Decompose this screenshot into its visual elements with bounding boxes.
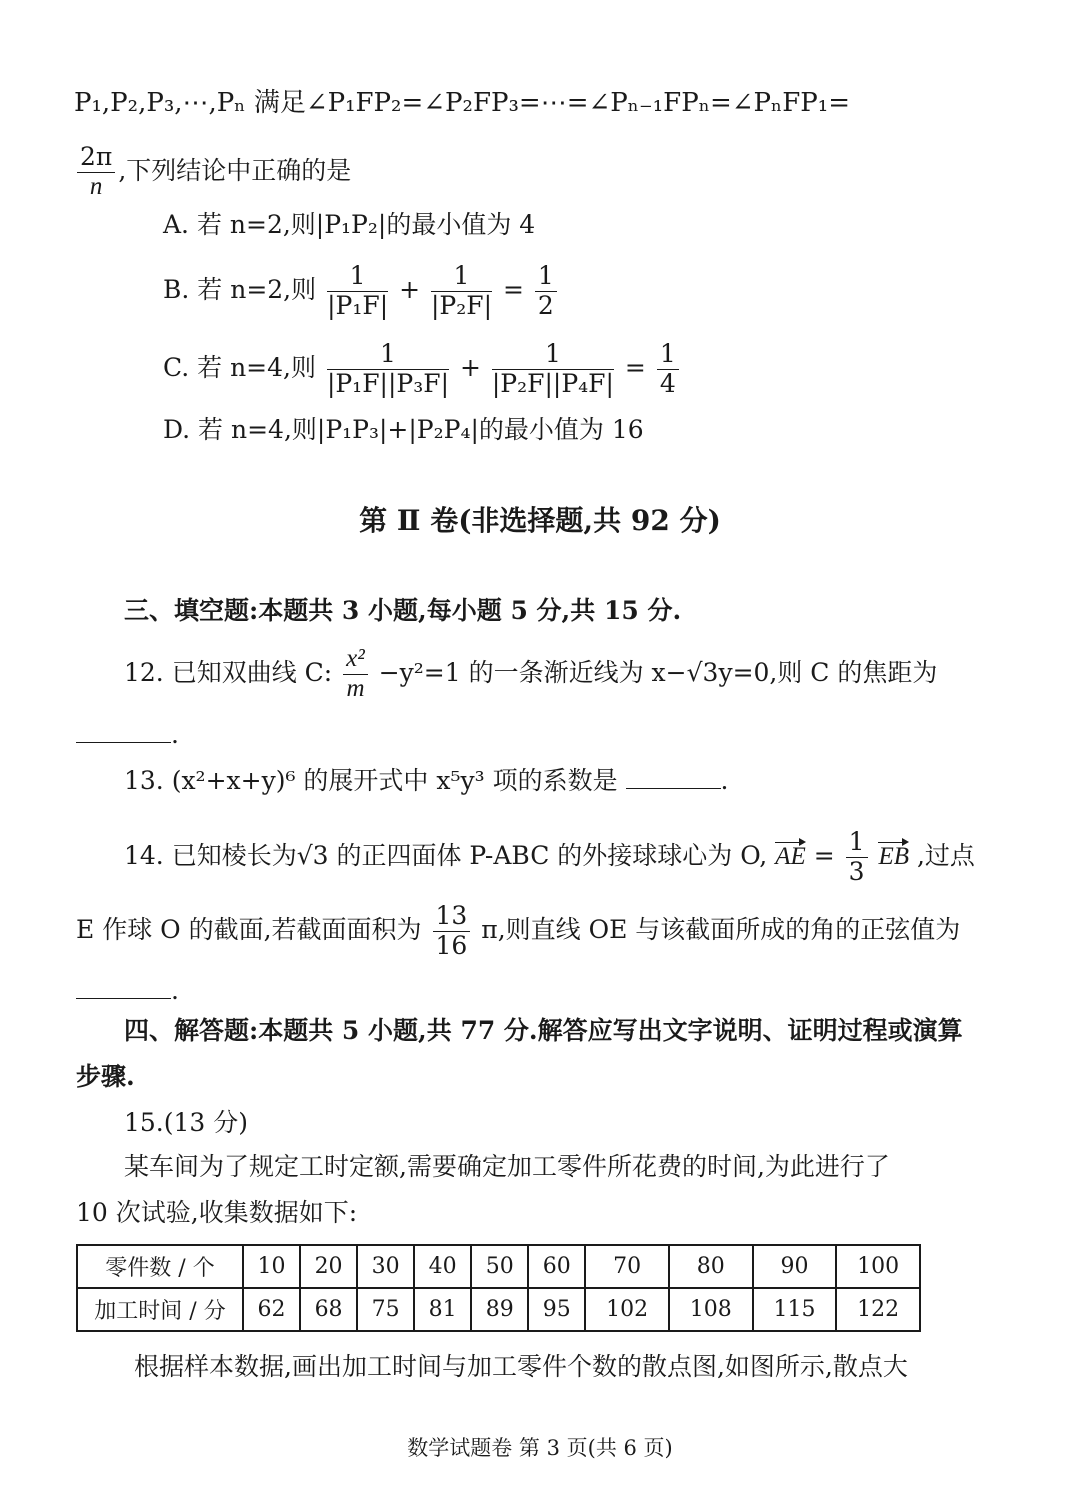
- fraction: $\frac{1}{\text{|P₂F|}}$: [430, 261, 493, 320]
- vector-ae: AE: [775, 842, 806, 870]
- data-table: [76, 1244, 921, 1332]
- fraction: $\frac{13}{16}$: [433, 902, 471, 961]
- answer-blank-13: [626, 768, 721, 789]
- question-14: 14. 已知棱长为√3 的正四面体 P-ABC 的外接球球心为 O, AE = $\frac{1}{3}$ EB ,过点: [124, 827, 975, 886]
- fraction: $\frac{1}{\text{|P₁F|}}$: [327, 261, 389, 320]
- fraction: $\frac{1}{3}$: [846, 828, 868, 887]
- blank-line: [76, 722, 171, 743]
- page-footer: 数学试题卷 第 3 页(共 6 页): [407, 1436, 673, 1460]
- part3-heading: 三、填空题:本题共 3 小题,每小题 5 分,共 15 分.: [124, 596, 682, 625]
- row-label-time: 加工时间 / 分: [77, 1288, 243, 1331]
- question-13: 13. (x²+x+y)⁶ 的展开式中 x⁵y³ 项的系数是 .: [124, 766, 729, 795]
- part4-heading-cont: 步骤.: [76, 1062, 135, 1091]
- option-c: C. 若 n=4,则 $\frac{1}{\text{|P₁F||P₃F|}}$ + $\frac{1}{\text{|P₂F||P₄F|}}$ = $\frac{1}{4}$: [163, 340, 682, 399]
- continued-line-1: P₁,P₂,P₃,⋯,Pₙ 满足∠P₁FP₂=∠P₂FP₃=⋯=∠Pₙ₋₁FPₙ=∠PₙFP₁=: [74, 88, 851, 118]
- continued-line-2: $\frac{2\pi}{n}$ ,下列结论中正确的是: [74, 143, 351, 202]
- table-row: 零件数 / 个 10 20 30 40 50 60 70 80 90 100: [77, 1245, 920, 1288]
- question-15-text: 某车间为了规定工时定额,需要确定加工零件所花费的时间,为此进行了: [124, 1152, 890, 1181]
- row-label-parts: 零件数 / 个: [77, 1245, 243, 1288]
- question-14-line-2: E 作球 O 的截面,若截面面积为 $\frac{13}{16}$ π,则直线 OE 与该截面所成的角的正弦值为: [76, 901, 961, 960]
- part4-heading: 四、解答题:本题共 5 小题,共 77 分.解答应写出文字说明、证明过程或演算: [124, 1016, 963, 1045]
- table-row: 加工时间 / 分 62 68 75 81 89 95 102 108 115 122: [77, 1288, 920, 1331]
- section-title: 第 Ⅱ 卷(非选择题,共 92 分): [359, 504, 721, 537]
- blank-line: [76, 978, 171, 999]
- option-b: B. 若 n=2,则 $\frac{1}{\text{|P₁F|}}$ + $\frac{1}{\text{|P₂F|}}$ = $\frac{1}{2}$: [163, 262, 560, 321]
- fraction-2pi-over-n: $\frac{2\pi}{n}$: [77, 143, 115, 202]
- option-a: A. 若 n=2,则|P₁P₂|的最小值为 4: [163, 210, 536, 239]
- answer-blank-14: .: [76, 978, 179, 1003]
- question-15-text-2: 10 次试验,收集数据如下:: [76, 1198, 358, 1227]
- fraction: $\frac{1}{4}$: [657, 340, 679, 399]
- after-table-text: 根据样本数据,画出加工时间与加工零件个数的散点图,如图所示,散点大: [134, 1352, 908, 1381]
- fraction: $\frac{1}{\text{|P₁F||P₃F|}}$: [326, 339, 450, 398]
- question-12: 12. 已知双曲线 C: $\frac{\text{x²}}{m}$ −y²=1 的一条渐近线为 x−√3y=0,则 C 的焦距为: [124, 645, 938, 702]
- option-d: D. 若 n=4,则|P₁P₃|+|P₂P₄|的最小值为 16: [163, 415, 644, 444]
- fraction: $\frac{\text{x²}}{m}$: [343, 645, 368, 704]
- question-15-label: 15.(13 分): [124, 1108, 249, 1137]
- answer-blank-12: .: [76, 722, 179, 747]
- vector-eb: EB: [878, 842, 909, 870]
- fraction: $\frac{1}{\text{|P₂F||P₄F|}}$: [491, 339, 614, 398]
- fraction: $\frac{1}{2}$: [535, 262, 557, 321]
